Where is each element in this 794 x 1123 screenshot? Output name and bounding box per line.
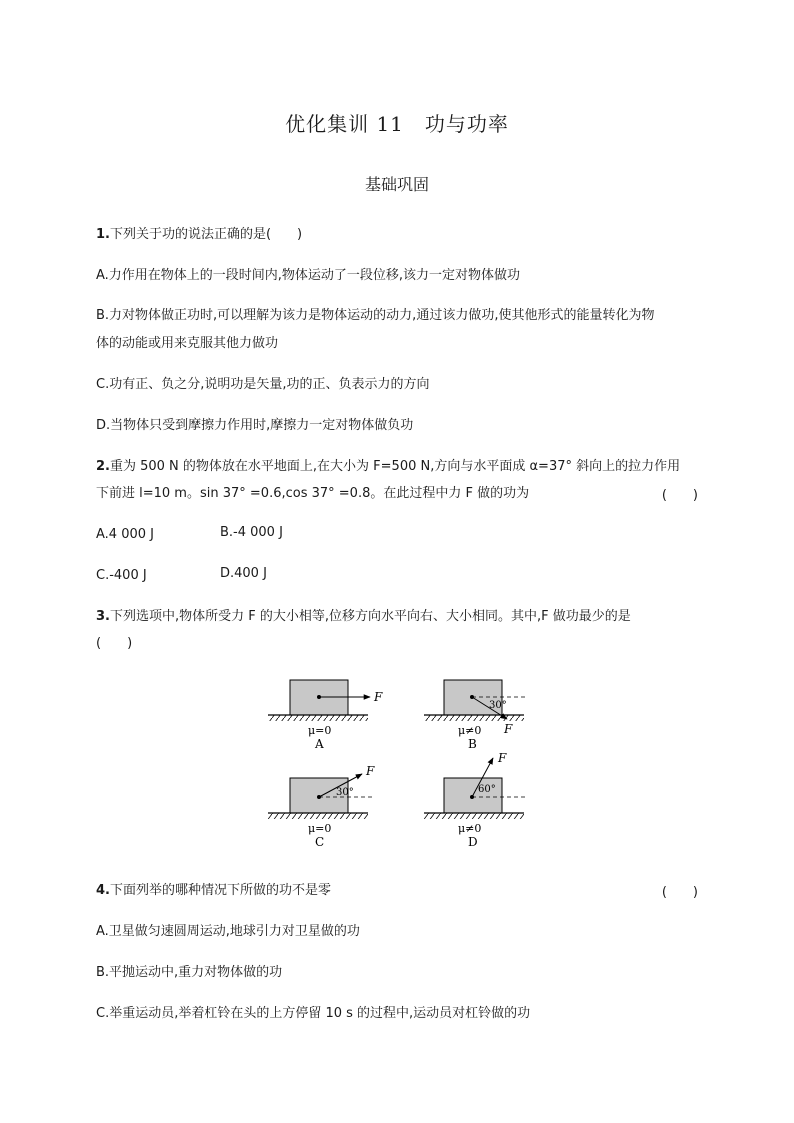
q2-stem-line1 [96, 457, 706, 477]
panel-b-friction-label: μ≠0 [458, 724, 482, 737]
figure-panel-a [268, 680, 383, 751]
panel-a-friction-label: μ=0 [308, 724, 332, 737]
q2-stem-text-1: 重为 500 N 的物体放在水平地面上,在大小为 F=500 N,方向与水平面成 α=37° 斜向上的拉力作用 [109, 459, 681, 474]
q2-stem-line2: 下前进 l=10 m。sin 37° =0.6,cos 37° =0.8。在此过程中力 F 做的功为 [96, 486, 530, 501]
panel-a-force-label: F [374, 690, 383, 704]
q2-option-a: A.4 000 J [96, 527, 154, 542]
q2-option-b: B.-4 000 J [220, 525, 283, 540]
q1-option-d: D.当物体只受到摩擦力作用时,摩擦力一定对物体做负功 [96, 418, 414, 433]
panel-d-angle-label: 60° [478, 784, 496, 795]
panel-d-label: D [468, 835, 478, 849]
q3-force-diagram [260, 670, 550, 860]
q1-option-b-line1: B.力对物体做正功时,可以理解为该力是物体运动的动力,通过该力做功,使其他形式的能量转化为物 [96, 308, 655, 323]
panel-b-label: B [468, 737, 477, 751]
q4-answer-paren: ( ) [661, 885, 698, 900]
page-title: 优化集训 11 功与功率 [285, 112, 509, 136]
q3-stem [96, 607, 706, 627]
panel-c-angle-label: 30° [336, 787, 354, 798]
q4-option-a: A.卫星做匀速圆周运动,地球引力对卫星做的功 [96, 924, 360, 939]
q3-number: 3. [96, 609, 110, 624]
q2-number: 2. [96, 459, 110, 474]
panel-c-label: C [315, 835, 325, 849]
q4-option-c: C.举重运动员,举着杠铃在头的上方停留 10 s 的过程中,运动员对杠铃做的功 [96, 1006, 531, 1021]
q1-number: 1. [96, 227, 110, 242]
q1-option-c: C.功有正、负之分,说明功是矢量,功的正、负表示力的方向 [96, 377, 430, 392]
panel-c-force-label: F [366, 764, 375, 778]
panel-c-friction-label: μ=0 [308, 822, 332, 835]
q1-stem [96, 225, 706, 245]
q2-option-c: C.-400 J [96, 568, 147, 583]
q4-stem [96, 881, 616, 901]
section-title: 基础巩固 [364, 175, 429, 194]
figure-panel-c [268, 764, 375, 849]
q1-option-b-line2: 体的动能或用来克服其他力做功 [96, 336, 279, 351]
q4-option-b: B.平抛运动中,重力对物体做的功 [96, 965, 283, 980]
panel-d-force-label: F [498, 751, 507, 765]
figure-panel-b [424, 680, 526, 751]
q2-option-d: D.400 J [220, 566, 267, 581]
figure-panel-d [424, 751, 526, 849]
q4-stem-text: 下面列举的哪种情况下所做的功不是零 [109, 883, 331, 898]
q3-stem-text: 下列选项中,物体所受力 F 的大小相等,位移方向水平向右、大小相同。其中,F 做功最少的是 [109, 609, 631, 624]
panel-b-angle-label: 30° [489, 700, 507, 711]
panel-a-label: A [315, 737, 324, 751]
q1-option-a: A.力作用在物体上的一段时间内,物体运动了一段位移,该力一定对物体做功 [96, 268, 521, 283]
q4-number: 4. [96, 883, 110, 898]
q3-answer-paren: ( ) [96, 636, 133, 651]
q2-answer-paren: ( ) [661, 488, 698, 503]
panel-b-force-label: F [504, 722, 513, 736]
q1-stem-text: 下列关于功的说法正确的是( ) [109, 227, 303, 242]
panel-d-friction-label: μ≠0 [458, 822, 482, 835]
